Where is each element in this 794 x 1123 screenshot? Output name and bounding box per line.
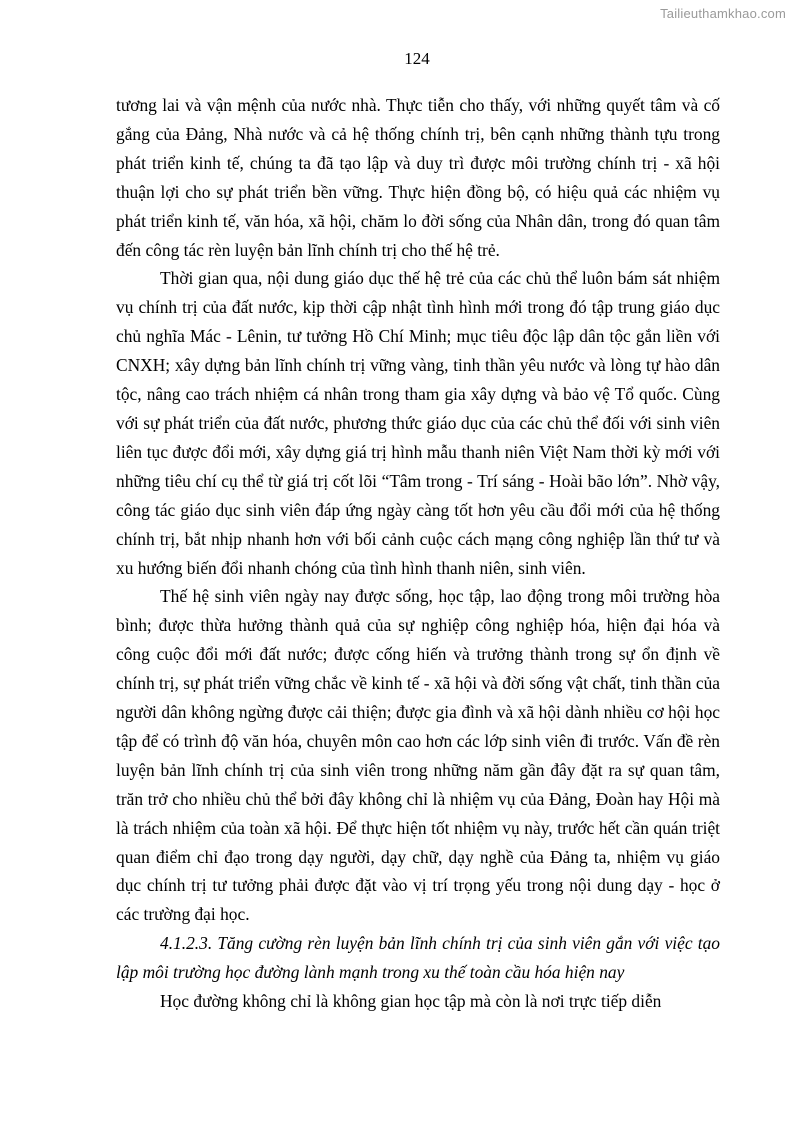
paragraph-education-content: Thời gian qua, nội dung giáo dục thế hệ trẻ của các chủ thể luôn bám sát nhiệm vụ chính trị của đất nước, kịp thời cập nhật tình hình mới trong đó tập trung giáo dục chủ nghĩa Mác - Lênin, tư tưởng Hồ Chí Minh; mục tiêu độc lập dân tộc gắn liền với CNXH; xây dựng bản lĩnh chính trị vững vàng, tinh thần yêu nước và lòng tự hào dân tộc, nâng cao trách nhiệm cá nhân trong tham gia xây dựng và bảo vệ Tổ quốc. Cùng với sự phát triển của đất nước, phương thức giáo dục của các chủ thể đối với sinh viên liên tục được đổi mới, xây dựng giá trị hình mẫu thanh niên Việt Nam thời kỳ mới với những tiêu chí cụ thể từ giá trị cốt lõi “Tâm trong - Trí sáng - Hoài bão lớn”. Nhờ vậy, công tác giáo dục sinh viên đáp ứng ngày càng tốt hơn yêu cầu đổi mới của hệ thống chính trị, bắt nhịp nhanh hơn với bối cảnh cuộc cách mạng công nghiệp lần thứ tư và xu hướng biến đổi nhanh chóng của tình hình thanh niên, sinh viên. [116,268,720,578]
page-number: 124 [404,49,430,68]
section-heading: 4.1.2.3. Tăng cường rèn luyện bản lĩnh chính trị của sinh viên gắn với việc tạo lập môi trường học đường lành mạnh trong xu thế toàn cầu hóa hiện nay [116,933,720,983]
paragraph-school-environment: Học đường không chỉ là không gian học tập mà còn là nơi trực tiếp diễn [160,991,662,1012]
watermark-text: Tailieuthamkhao.com [660,6,786,21]
paragraph-student-generation: Thế hệ sinh viên ngày nay được sống, học tập, lao động trong môi trường hòa bình; được thừa hưởng thành quả của sự nghiệp công nghiệp hóa, hiện đại hóa và công cuộc đổi mới đất nước; được cống hiến và trưởng thành trong sự ổn định về chính trị, sự phát triển vững chắc về kinh tế - xã hội và đời sống vật chất, tinh thần của người dân không ngừng được cải thiện; được gia đình và xã hội dành nhiều cơ hội học tập để có trình độ văn hóa, chuyên môn cao hơn các lớp sinh viên đi trước. Vấn đề rèn luyện bản lĩnh chính trị của sinh viên trong những năm gần đây đặt ra sự quan tâm, trăn trở cho nhiều chủ thể bởi đây không chỉ là nhiệm vụ của Đảng, Đoàn hay Hội mà là trách nhiệm của toàn xã hội. Để thực hiện tốt nhiệm vụ này, trước hết cần quán triệt quan điểm chỉ đạo trong dạy người, dạy chữ, dạy nghề của Đảng ta, nhiệm vụ giáo dục chính trị tư tưởng phải được đặt vào vị trí trọng yếu trong nội dung dạy - học ở các trường đại học. [116,586,720,925]
paragraph-continuation: tương lai và vận mệnh của nước nhà. Thực tiễn cho thấy, với những quyết tâm và cố gắng của Đảng, Nhà nước và cả hệ thống chính trị, bên cạnh những thành tựu trong phát triển kinh tế, chúng ta đã tạo lập và duy trì được môi trường chính trị - xã hội thuận lợi cho sự phát triển bền vững. Thực hiện đồng bộ, có hiệu quả các nhiệm vụ phát triển kinh tế, văn hóa, xã hội, chăm lo đời sống của Nhân dân, trong đó quan tâm đến công tác rèn luyện bản lĩnh chính trị cho thế hệ trẻ. [116,95,720,260]
document-body [116,91,720,1016]
